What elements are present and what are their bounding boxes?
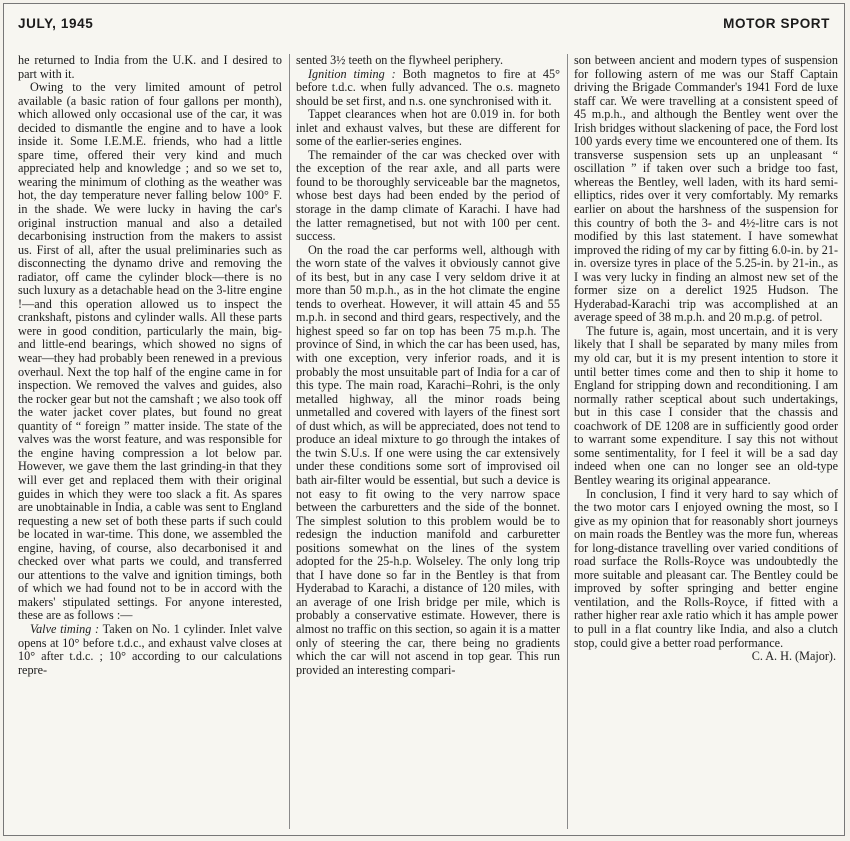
magazine-title: MOTOR SPORT (723, 16, 830, 31)
paragraph: The remainder of the car was checked over with the exception of the rear axle, and all parts were found to be thoroughly serviceable bar the magnetos, whose best days had been ended by the period of storage in the damp climate of Karachi. I have had the latter remagnetised, but not with 100 per cent. success. (296, 147, 560, 244)
paragraph: Tappet clearances when hot are 0.019 in. for both inlet and exhaust valves, but these are different for some of the earlier-series engines. (296, 107, 560, 149)
column-1 (18, 54, 282, 829)
paragraph: On the road the car performs well, although with the worn state of the valves it obviously cannot give of its best, but in any case I very seldom drive it at more than 50 m.p.h., as in the hot climate the engine tends to overheat. However, it will attain 45 and 55 m.p.h. in second and third gears, respectively, and the highest speed so far on top has been 75 m.p.h. The province of Sind, in which the car has been used, has, with one exception, very inferior roads, and it is probably the most unsuitable part of India for a car of this type. The main road, Karachi–Rohri, is the only metalled highway, all the minor roads being unmetalled and covered with layers of the finest sort of dust which, as will be appreciated, does not tend to produce an ideal mixture to go through the intakes of the twin S.U.s. If one were using the car extensively under these conditions some sort of improvised oil bath air-filter would be essential, but such a device is not easy to fit owing to the very narrow space between the carburetters and the side of the bonnet. The simplest solution to this problem would be to redesign the induction manifold and carburetter positions somewhat on the lines of the system adopted for the 25-h.p. Wolseley. The only long trip that I have done so far in the Bentley is that from Hyderabad to Karachi, a distance of 120 miles, with an average of one Irish bridge per mile, which is probably a conservative estimate. However, there is almost no traffic on this section, so again it is a matter only of steering the car, there being no gradients which the car will not ascend in top gear. This run provided an interesting compari- (296, 242, 560, 677)
paragraph: Owing to the very limited amount of petrol available (a basic ration of four gallons per month), which allowed only occasional use of the car, it was decided to dismantle the engine and to have a look inside it. Some I.E.M.E. friends, who had a little spare time, offered their very kind and much appreciated help and knowledge ; and so we set to, wearing the minimum of clothing as the weather was hot, the day temperature never falling below 100° F. in the shade. We were lucky in having the car's original instruction manual and also a detailed decarbonising instruction from the makers to assist us. First of all, after the usual preliminaries such as disconnecting the dynamo drive and removing the radiator, off came the cylinder block—there is no such luxury as a detachable head on the 3-litre engine !—and this operation allowed us to inspect the crankshaft, pistons and cylinder walls. All these parts were in good condition, particularly the main, big- and little-end bearings, which showed no signs of wear—they had probably been renewed in a previous overhaul. Next the top half of the engine came in for inspection. We removed the valves and guides, also the rocker gear but not the camshaft ; we also took off the water jacket cover plates, but found no great quantity of “ foreign ” matter inside. The state of the valves was the worst feature, and was responsible for the engine having compression a lot below par. However, we gave them the last grinding-in that they will ever get and replaced them with their original guides in which they were too slack a fit. As spares are unobtainable in India, a cable was sent to England requesting a new set of both these parts if such could be located in war-time. This done, we assembled the engine, having, of course, also decarbonised it and checked over what parts we could, and transferred our attentions to the valve and ignition timings, both of which we had found not to be in accord with the makers' stipulated settings. For anyone interested, these are as follows :— (18, 80, 282, 623)
magazine-page (3, 3, 845, 836)
author-signature: C. A. H. (Major). (751, 649, 836, 664)
paragraph: In conclusion, I find it very hard to say which of the two motor cars I enjoyed owning the most, so I give as my opinion that for reasonably short journeys on main roads the Bentley was the more fun, whereas for long-distance travelling over varied conditions of road surface the Rolls-Royce was undoubtedly the more suitable and pleasant car. The Bentley could be improved by softer springing and better engine ventilation, and the Rolls-Royce, if fitted with a rather higher rear axle ratio which it has ample power to pull in a flat country like India, and also a clutch stop, could give a better road performance. (574, 486, 838, 650)
article-body (18, 54, 838, 829)
paragraph-ignition-timing (296, 68, 560, 109)
paragraph: sented 3½ teeth on the flywheel periphery. (296, 54, 504, 67)
valve-timing-label: Valve timing : (30, 621, 100, 636)
column-2 (296, 54, 560, 829)
paragraph: The future is, again, most uncertain, and it is very likely that I shall be separated by many miles from my old car, but it is my present intention to store it until better times come and then to ship it home to England for stripping down and reconditioning. I am normally rather sceptical about such undertakings, but in this case I consider that the chassis and coachwork of DE 1208 are in sufficiently good order to warrant some expenditure. I say this not without some sentimentality, for I feel it will be a sad day indeed when one can no longer see an old-type Bentley wearing its original appearance. (574, 323, 838, 487)
paragraph: he returned to India from the U.K. and I desired to part with it. (18, 54, 282, 81)
column-divider (567, 54, 568, 829)
column-3 (574, 54, 838, 829)
issue-date: JULY, 1945 (18, 16, 94, 31)
ignition-timing-text: Both magnetos to fire at 45° before t.d.c. when fully advanced. The o.s. magneto should be set first, and n.s. one synchronised with it. (296, 66, 560, 108)
ignition-timing-label: Ignition timing : (308, 66, 396, 81)
column-divider (289, 54, 290, 829)
running-header (18, 16, 830, 36)
valve-timing-text: Taken on No. 1 cylinder. Inlet valve opens at 10° before t.d.c., and exhaust valve closes at 10° after t.d.c. ; 10° according to our calculations repre- (18, 621, 282, 677)
paragraph-valve-timing (18, 623, 282, 677)
paragraph: son between ancient and modern types of suspension for following astern of me was our Staff Captain driving the Brigade Commander's 1941 Ford de luxe staff car. We were travelling at a consistent speed of 45 m.p.h., and although the Bentley went over the Irish bridges without slackening of pace, the Ford lost 100 yards every time we encountered one of them. Its transverse suspension sets up an unpleasant “ oscillation ” if taken over such a bridge too fast, whereas the Bentley, well laden, with its hard semi-elliptics, rides over it very comfortably. My remarks earlier on about the harshness of the suspension for this country of both the 3- and 4½-litre cars is not modified by this last statement. I have somewhat improved the riding of my car by fitting 6.0-in. by 21-in. oversize tyres in place of the 5.25-in. by 21-in., as I was very lucky in finding an almost new set of the former size on a derelict 1925 Hudson. The Hyderabad-Karachi trip was accomplished at an average speed of 38 m.p.h. and 20 m.p.g. of petrol. (574, 54, 838, 325)
